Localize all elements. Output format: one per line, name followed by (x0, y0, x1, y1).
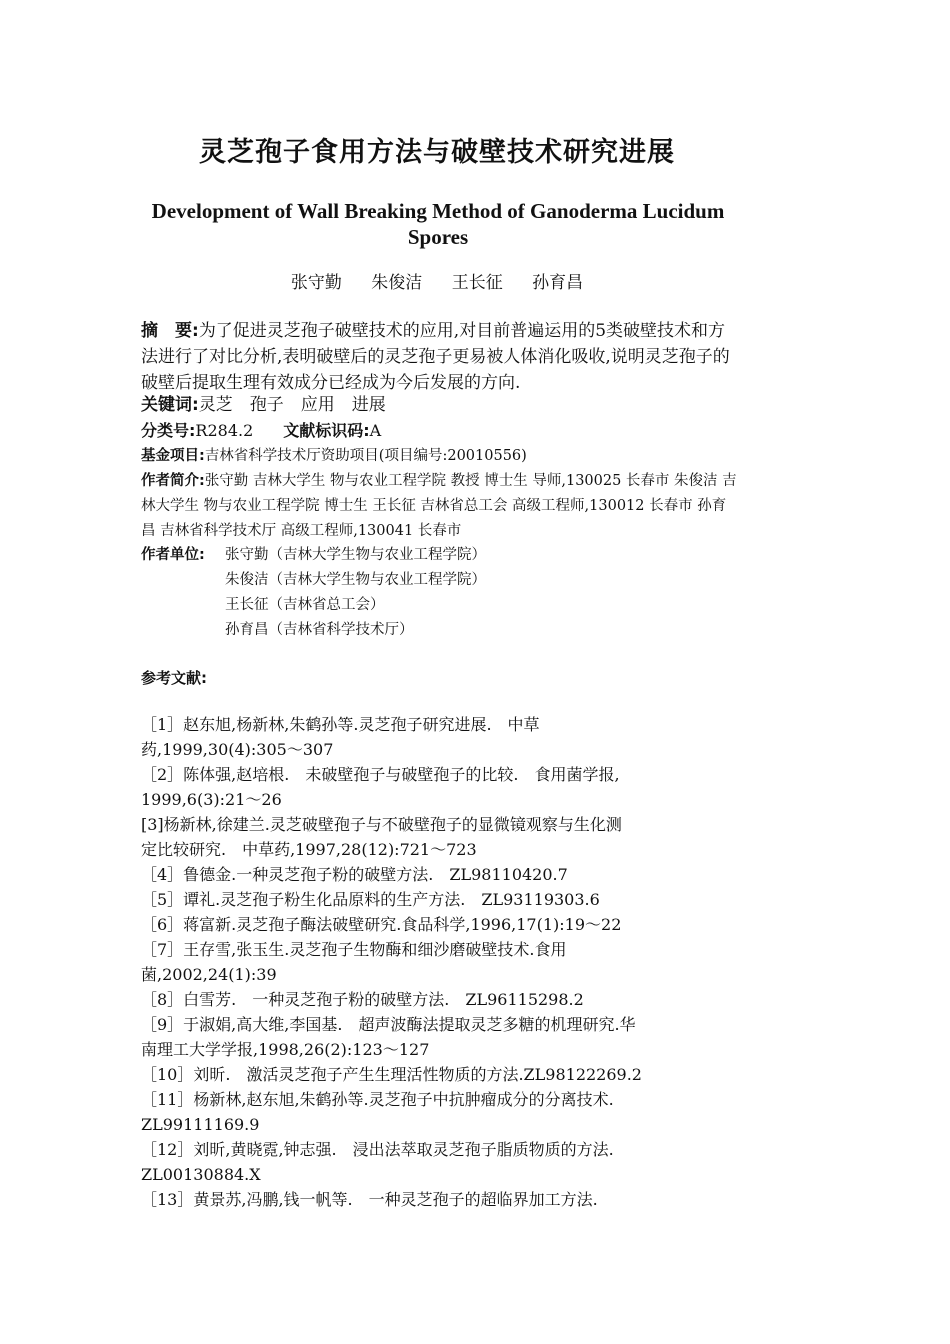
fund-text: 吉林省科学技术厅资助项目(项目编号:20010556) (204, 448, 527, 464)
author-name: 朱俊洁 (371, 273, 423, 293)
reference-line: 1999,6(3):21～26 (141, 790, 282, 809)
references-heading: 参考文献: (141, 669, 207, 687)
reference-line: ［2］陈体强,赵培根. 未破壁孢子与破壁孢子的比较. 食用菌学报, (141, 765, 620, 784)
reference-line: 南理工大学学报,1998,26(2):123～127 (141, 1040, 430, 1059)
reference-line: ［11］杨新林,赵东旭,朱鹤孙等.灵芝孢子中抗肿瘤成分的分离技术. (141, 1090, 614, 1109)
bio-text: 张守勤 吉林大学生 物与农业工程学院 教授 博士生 导师,130025 长春市 朱俊洁 吉林大学生 物与农业工程学院 博士生 王长征 吉林省总工会 高级工程师,130012 长春市 孙育昌 吉林省科学技术厅 高级工程师,130041 长春市 (141, 473, 737, 539)
author-list (0, 268, 874, 293)
reference-line: ［6］蒋富新.灵芝孢子酶法破壁研究.食品科学,1996,17(1):19～22 (141, 915, 622, 934)
reference-line: ［13］黄景苏,冯鹏,钱一帆等. 一种灵芝孢子的超临界加工方法. (141, 1190, 598, 1209)
reference-line: 定比较研究. 中草药,1997,28(12):721～723 (141, 840, 477, 859)
paper-title-chinese: 灵芝孢子食用方法与破壁技术研究进展 (199, 137, 675, 168)
paper-title-english: Development of Wall Breaking Method of Ganoderma Lucidum Spores (151, 199, 725, 249)
author-name: 孙育昌 (532, 273, 584, 293)
reference-line: [3]杨新林,徐建兰.灵芝破壁孢子与不破壁孢子的显微镜观察与生化测 (141, 815, 622, 834)
keywords (141, 392, 737, 418)
units-label: 作者单位: (141, 547, 205, 563)
bio-label: 作者简介: (141, 473, 205, 489)
classification-value: R284.2 (195, 421, 254, 440)
author-bio (141, 469, 737, 544)
reference-line: ［12］刘昕,黄晓霓,钟志强. 浸出法萃取灵芝孢子脂质物质的方法. (141, 1140, 614, 1159)
author-name: 张守勤 (290, 273, 342, 293)
reference-line: ZL99111169.9 (141, 1115, 260, 1134)
reference-line: ［4］鲁德金.一种灵芝孢子粉的破壁方法. ZL98110420.7 (141, 865, 568, 884)
document-code-label: 文献标识码: (283, 421, 370, 440)
unit-item: 王长征（吉林省总工会） (225, 597, 385, 613)
reference-line: ［7］王存雪,张玉生.灵芝孢子生物酶和细沙磨破壁技术.食用 (141, 940, 567, 959)
abstract (141, 318, 737, 396)
document-code-value: A (369, 421, 382, 440)
fund-info (141, 444, 737, 469)
fund-label: 基金项目: (141, 448, 205, 464)
reference-line: ZL00130884.X (141, 1165, 261, 1184)
reference-line: ［8］白雪芳. 一种灵芝孢子粉的破壁方法. ZL96115298.2 (141, 990, 584, 1009)
author-name: 王长征 (451, 273, 503, 293)
classification-label: 分类号: (141, 421, 196, 440)
unit-item: 孙育昌（吉林省科学技术厅） (225, 622, 414, 638)
unit-item: 朱俊洁（吉林大学生物与农业工程学院） (225, 572, 486, 588)
keywords-text: 灵芝 孢子 应用 进展 (198, 395, 386, 415)
abstract-text: 为了促进灵芝孢子破壁技术的应用,对目前普遍运用的5类破壁技术和方法进行了对比分析,表明破壁后的灵芝孢子更易被人体消化吸收,说明灵芝孢子的破壁后提取生理有效成分已经成为今后发展的方向. (141, 321, 730, 393)
reference-list (141, 712, 737, 1212)
classification (141, 418, 737, 444)
unit-item: 张守勤（吉林大学生物与农业工程学院） (225, 547, 486, 563)
reference-line: ［9］于淑娟,高大维,李国基. 超声波酶法提取灵芝多糖的机理研究.华 (141, 1015, 636, 1034)
reference-line: ［1］赵东旭,杨新林,朱鹤孙等.灵芝孢子研究进展. 中草 (141, 715, 540, 734)
reference-line: 药,1999,30(4):305～307 (141, 740, 334, 759)
reference-line: ［5］谭礼.灵芝孢子粉生化品原料的生产方法. ZL93119303.6 (141, 890, 600, 909)
keywords-label: 关键词: (141, 395, 199, 415)
author-units (141, 543, 737, 643)
reference-line: 菌,2002,24(1):39 (141, 965, 277, 984)
reference-line: ［10］刘昕. 激活灵芝孢子产生生理活性物质的方法.ZL98122269.2 (141, 1065, 642, 1084)
abstract-label: 摘 要: (141, 321, 199, 341)
